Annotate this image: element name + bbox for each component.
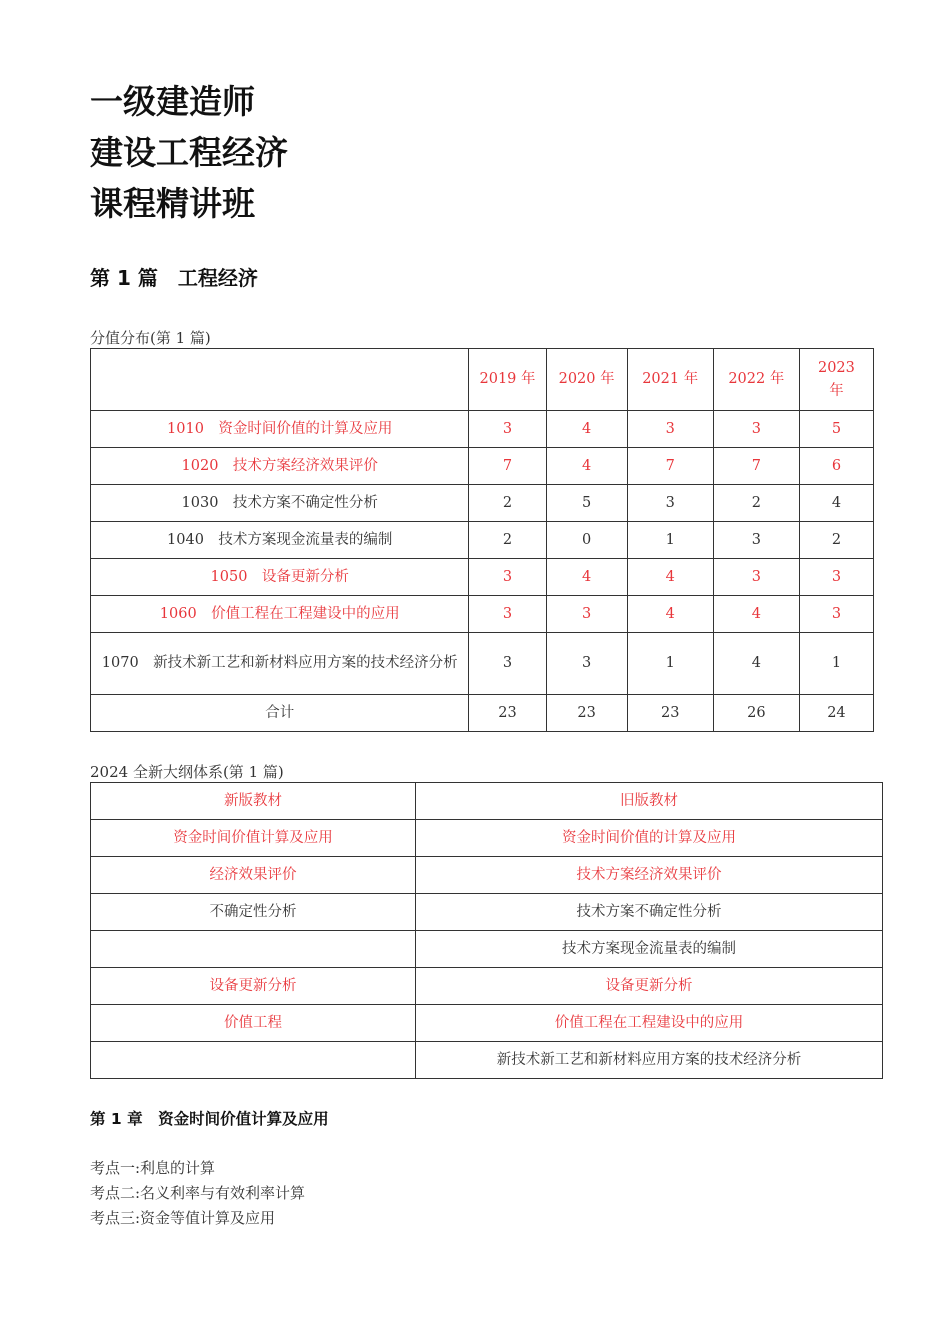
section-label: 1010 资金时间价值的计算及应用	[91, 411, 469, 448]
score-cell: 4	[546, 411, 627, 448]
score-cell: 2	[799, 522, 873, 559]
table-row	[91, 633, 874, 695]
table-row	[91, 559, 874, 596]
syllabus-comparison-table	[90, 782, 883, 1079]
score-cell: 3	[799, 559, 873, 596]
table-row	[91, 931, 883, 968]
score-cell: 4	[627, 559, 713, 596]
key-point: 考点三:资金等值计算及应用	[90, 1209, 276, 1227]
year-header: 2023 年	[799, 349, 873, 411]
old-edition-cell: 资金时间价值的计算及应用	[416, 820, 883, 857]
new-edition-cell: 设备更新分析	[91, 968, 416, 1005]
part-heading: 第 1 篇 工程经济	[90, 266, 258, 290]
score-cell: 3	[469, 411, 546, 448]
header-empty-cell	[91, 349, 469, 411]
score-cell: 3	[627, 485, 713, 522]
new-edition-cell: 经济效果评价	[91, 857, 416, 894]
table-row	[91, 968, 883, 1005]
table-header-row	[91, 349, 874, 411]
old-edition-cell: 设备更新分析	[416, 968, 883, 1005]
year-header: 2019 年	[469, 349, 546, 411]
section-label: 1040 技术方案现金流量表的编制	[91, 522, 469, 559]
score-cell: 3	[627, 411, 713, 448]
old-edition-cell: 新技术新工艺和新材料应用方案的技术经济分析	[416, 1042, 883, 1079]
score-cell: 3	[469, 596, 546, 633]
new-edition-cell	[91, 931, 416, 968]
section-label: 1020 技术方案经济效果评价	[91, 448, 469, 485]
score-cell: 6	[799, 448, 873, 485]
score-cell: 3	[469, 559, 546, 596]
year-header: 2021 年	[627, 349, 713, 411]
score-cell: 7	[469, 448, 546, 485]
score-cell: 4	[713, 596, 799, 633]
score-cell: 3	[713, 559, 799, 596]
year-header: 2022 年	[713, 349, 799, 411]
table-row	[91, 1005, 883, 1042]
score-cell: 2	[469, 485, 546, 522]
table-row	[91, 596, 874, 633]
score-cell: 5	[799, 411, 873, 448]
score-cell: 1	[627, 633, 713, 695]
new-edition-cell: 价值工程	[91, 1005, 416, 1042]
old-edition-cell: 技术方案现金流量表的编制	[416, 931, 883, 968]
table-row	[91, 857, 883, 894]
score-cell: 7	[627, 448, 713, 485]
section-label: 1070 新技术新工艺和新材料应用方案的技术经济分析	[91, 633, 469, 695]
table-row	[91, 522, 874, 559]
total-cell: 26	[713, 695, 799, 732]
year-header: 2020 年	[546, 349, 627, 411]
score-cell: 4	[546, 559, 627, 596]
score-cell: 7	[713, 448, 799, 485]
table-row	[91, 894, 883, 931]
new-edition-header: 新版教材	[91, 783, 416, 820]
score-distribution-table	[90, 348, 874, 732]
score-cell: 3	[546, 596, 627, 633]
score-cell: 1	[627, 522, 713, 559]
total-cell: 23	[627, 695, 713, 732]
total-cell: 23	[469, 695, 546, 732]
score-cell: 3	[546, 633, 627, 695]
score-cell: 4	[546, 448, 627, 485]
new-edition-cell: 资金时间价值计算及应用	[91, 820, 416, 857]
old-edition-cell: 技术方案经济效果评价	[416, 857, 883, 894]
score-cell: 4	[799, 485, 873, 522]
score-cell: 3	[469, 633, 546, 695]
old-edition-cell: 价值工程在工程建设中的应用	[416, 1005, 883, 1042]
distribution-caption: 分值分布(第 1 篇)	[90, 329, 211, 347]
new-edition-cell	[91, 1042, 416, 1079]
key-point: 考点二:名义利率与有效利率计算	[90, 1184, 306, 1202]
table-header-row	[91, 783, 883, 820]
score-cell: 4	[713, 633, 799, 695]
score-cell: 3	[713, 522, 799, 559]
old-edition-header: 旧版教材	[416, 783, 883, 820]
score-cell: 3	[799, 596, 873, 633]
old-edition-cell: 技术方案不确定性分析	[416, 894, 883, 931]
score-cell: 1	[799, 633, 873, 695]
key-point: 考点一:利息的计算	[90, 1159, 216, 1177]
section-label: 1030 技术方案不确定性分析	[91, 485, 469, 522]
total-cell: 23	[546, 695, 627, 732]
table-row	[91, 448, 874, 485]
section-label: 1050 设备更新分析	[91, 559, 469, 596]
table-row	[91, 411, 874, 448]
score-cell: 2	[713, 485, 799, 522]
table-row	[91, 485, 874, 522]
outline-caption: 2024 全新大纲体系(第 1 篇)	[90, 763, 284, 781]
score-cell: 4	[627, 596, 713, 633]
score-cell: 3	[713, 411, 799, 448]
chapter-heading: 第 1 章 资金时间价值计算及应用	[90, 1110, 329, 1128]
section-label: 1060 价值工程在工程建设中的应用	[91, 596, 469, 633]
course-title-line-3: 课程精讲班	[90, 184, 255, 223]
course-title-line-1: 一级建造师	[90, 82, 255, 121]
total-cell: 24	[799, 695, 873, 732]
score-cell: 2	[469, 522, 546, 559]
total-label: 合计	[91, 695, 469, 732]
score-cell: 5	[546, 485, 627, 522]
course-title-line-2: 建设工程经济	[90, 133, 288, 172]
new-edition-cell: 不确定性分析	[91, 894, 416, 931]
table-row	[91, 1042, 883, 1079]
score-cell: 0	[546, 522, 627, 559]
total-row	[91, 695, 874, 732]
table-row	[91, 820, 883, 857]
